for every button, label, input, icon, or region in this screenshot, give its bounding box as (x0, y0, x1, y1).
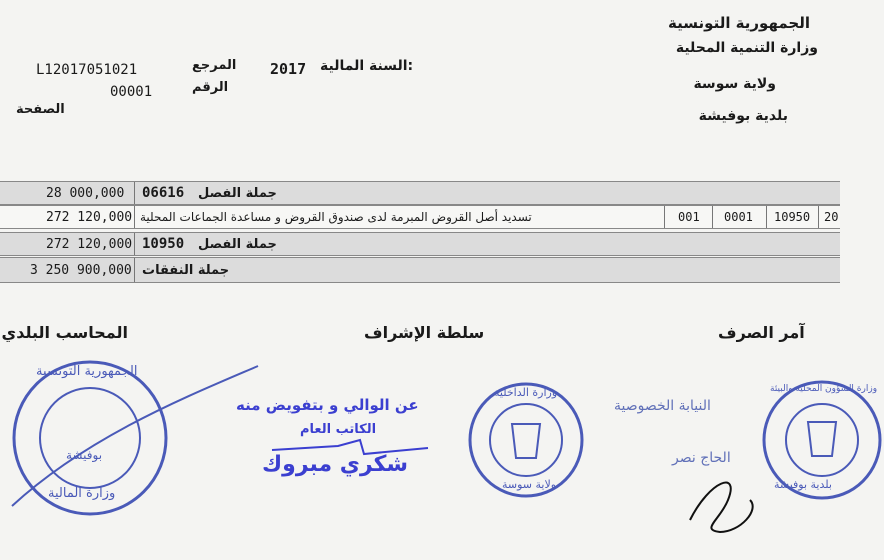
reference-value: L12017051021 (36, 62, 138, 78)
municipal-stamp (760, 378, 884, 502)
accountant-stamp-line3: بوفيشة (66, 448, 103, 462)
municipal-stamp-line1: وزارة الشؤون المحلية والبيئة (770, 384, 878, 394)
fiscal-year-value: 2017 (270, 60, 307, 78)
reference-label: المرجع (192, 58, 237, 73)
republic-title: الجمهورية التونسية (668, 14, 810, 32)
secretary-title: الكاتب العام (300, 422, 377, 437)
special-delegation-name: الحاج نصر (672, 450, 731, 466)
municipal-accountant-title: المحاسب البلدي (1, 323, 128, 342)
payment-authority-title: آمر الصرف (718, 323, 805, 342)
chapter-total-1-amount: 28 000,000 (46, 185, 125, 201)
line-item-code-2: 0001 (724, 210, 753, 224)
line-item-code-4: 20 (824, 210, 839, 224)
line-item-description: تسديد أصل القروض المبرمة لدى صندوق القروض و مساعدة الجماعات المحلية (140, 210, 532, 224)
chapter-total-2-amount: 272 120,000 (46, 236, 133, 252)
page-label: الصفحة (16, 102, 65, 117)
chapter-total-2-code: 10950 (142, 236, 185, 252)
payment-signature-icon (680, 460, 770, 540)
interior-stamp (466, 380, 586, 500)
governorate-title: ولاية سوسة (693, 76, 776, 92)
fiscal-year-label: السنة المالية: (320, 58, 414, 74)
expenses-total-row (0, 257, 840, 283)
interior-stamp-line2: ولاية سوسة (502, 478, 557, 491)
expenses-total-amount: 3 250 900,000 (30, 262, 132, 278)
interior-stamp-line1: وزارة الداخلية (494, 386, 558, 399)
chapter-total-row-1 (0, 181, 840, 205)
line-item-code-3: 10950 (774, 210, 811, 224)
line-item-row (0, 205, 840, 229)
special-delegation-text: النيابة الخصوصية (614, 398, 711, 414)
delegation-line: عن الوالي و بتفويض منه (236, 396, 419, 414)
ministry-title: وزارة التنمية المحلية (675, 40, 818, 56)
line-item-code-1: 001 (678, 210, 700, 224)
municipal-stamp-line2: بلدية بوفيشة (774, 478, 832, 491)
supervisory-authority-title: سلطة الإشراف (364, 323, 485, 342)
accountant-stamp-line1: الجمهورية التونسية (36, 364, 138, 379)
number-value: 00001 (110, 84, 153, 100)
line-item-amount: 272 120,000 (46, 209, 133, 225)
expenses-total-label: جملة النفقات (142, 262, 230, 278)
number-label: الرقم (192, 80, 229, 95)
chapter-total-2-label: جملة الفصل (198, 236, 277, 252)
chapter-total-1-code: 06616 (142, 185, 185, 201)
signer-name: شكري مبروك (262, 452, 409, 477)
accountant-stamp (8, 356, 172, 520)
chapter-total-1-label: جملة الفصل (198, 185, 277, 201)
accountant-stamp-line2: وزارة المالية (48, 486, 116, 501)
municipality-title: بلدية بوفيشة (698, 108, 788, 124)
chapter-total-row-2 (0, 232, 840, 256)
